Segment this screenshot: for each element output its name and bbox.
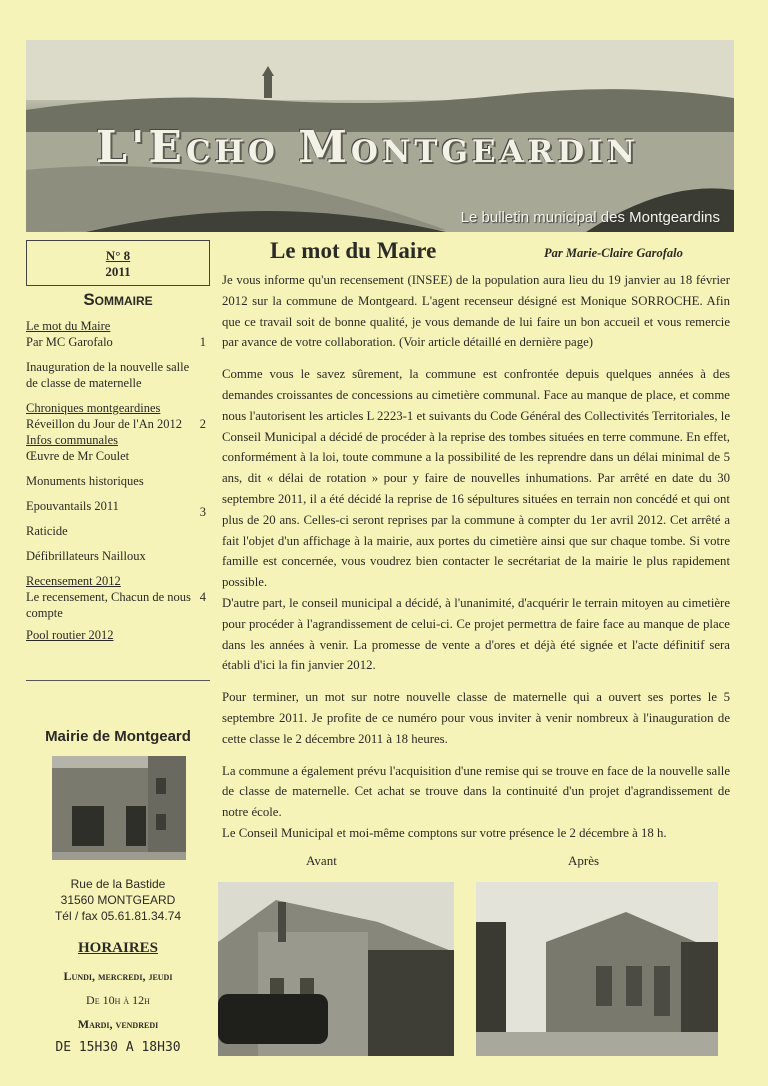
hours-time-2: DE 15H30 A 18H30 (55, 1040, 181, 1055)
toc-item[interactable] (26, 432, 210, 464)
article-byline: Par Marie-Claire Garofalo (544, 246, 683, 260)
toc-heading: Le mot du Maire (26, 319, 111, 333)
toc-heading: Infos communales (26, 433, 118, 447)
horaires-title: HORAIRES (77, 940, 159, 956)
photo-before (218, 882, 454, 1056)
toc-text: Réveillon du Jour de l'An 2012 (26, 417, 183, 431)
mairie-address (26, 876, 210, 924)
sommaire-title: Sommaire (83, 290, 153, 309)
newsletter-title: L'Echo Montgeardin (96, 122, 639, 173)
issue-box (26, 240, 210, 286)
caption-before: Avant (306, 853, 337, 868)
toc-page: 2 (199, 417, 206, 431)
toc-text: Œuvre de Mr Coulet (26, 449, 130, 463)
article-body (222, 270, 730, 855)
toc-text: Epouvantails 2011 (26, 499, 119, 513)
toc-item[interactable] (26, 318, 210, 350)
paragraph-census: Je vous informe qu'un recensement (INSEE) de la population aura lieu du 19 janvier au 18 février 2012 sur la commune de Montgeard. L'agent recenseur désigné est Monique SORROCHE. Afin que ce travail soit de bonne qualité, je vous demande de lui faire un bon accueil et vous remercie par avance de votre collaboration. (Voir article détaillé en dernière page) (222, 273, 730, 350)
caption-after: Après (568, 853, 600, 868)
toc-text: Inauguration de la nouvelle salle de classe de maternelle (26, 360, 190, 390)
address-street: Rue de la Bastide (70, 877, 166, 891)
toc-item[interactable] (26, 548, 210, 564)
toc-item[interactable] (26, 473, 210, 489)
mairie-title: Mairie de Montgeard (45, 728, 191, 745)
photo-after (476, 882, 718, 1056)
table-of-contents (26, 318, 210, 643)
toc-text: Monuments historiques (26, 474, 144, 488)
toc-divider (26, 680, 210, 681)
hours-time-1: De 10h à 12h (86, 993, 150, 1007)
toc-heading: Pool routier 2012 (26, 628, 114, 642)
toc-item[interactable] (26, 523, 210, 539)
toc-text: Le recensement, Chacun de nous compte (26, 590, 191, 620)
issue-number: N° 8 (105, 248, 131, 263)
paragraph-land: D'autre part, le conseil municipal a décidé, à l'unanimité, d'acquérir le terrain mitoyen au cimetière pour procéder à l'agrandissement de celui-ci. Ce projet permettra de faire face au manque de place dans les années à venir. La promesse de vente a d'ores et déjà été signée et l'acte définitif sera établi d'ici la fin janvier 2012. (222, 595, 730, 673)
toc-item[interactable] (26, 400, 210, 432)
toc-item[interactable] (26, 573, 210, 621)
newsletter-subtitle: Le bulletin municipal des Montgeardins (460, 209, 720, 226)
toc-item[interactable] (26, 498, 210, 519)
toc-text: Défibrillateurs Nailloux (26, 549, 146, 563)
toc-text: Raticide (26, 524, 68, 538)
toc-heading: Chroniques montgeardines (26, 401, 161, 415)
address-city: 31560 MONTGEARD (60, 893, 176, 907)
toc-page: 4 (199, 590, 206, 604)
opening-hours (26, 964, 210, 1060)
town-hall-photo (52, 756, 186, 860)
masthead-banner (26, 40, 734, 232)
article-title: Le mot du Maire (270, 238, 437, 263)
toc-text: Par MC Garofalo (26, 335, 113, 349)
toc-page: 3 (199, 505, 206, 519)
paragraph-remise: La commune a également prévu l'acquisition d'une remise qui se trouve en face de la nouvelle salle de classe de maternelle. Cet achat se trouve dans la continuité d'un projet d'agrandissement de notre école. (222, 763, 730, 820)
hours-days-1: Lundi, mercredi, jeudi (63, 969, 173, 983)
address-phone: Tél / fax 05.61.81.34.74 (54, 909, 182, 923)
toc-item[interactable] (26, 627, 210, 643)
issue-year: 2011 (105, 264, 131, 279)
hours-days-2: Mardi, vendredi (77, 1017, 159, 1031)
toc-heading: Recensement 2012 (26, 574, 121, 588)
paragraph-invite: Le Conseil Municipal et moi-même comptons sur votre présence le 2 décembre à 18 h. (222, 825, 667, 840)
toc-item[interactable] (26, 359, 210, 391)
paragraph-cemetery: Comme vous le savez sûrement, la commune est confrontée depuis quelques années à des demandes croissantes de concessions au cimetière communal. Face au manque de place, et comme nous l'autorisent les articles L 2223-1 et suivants du Code Général des Collectivités Territoriales, le Conseil Municipal a décidé de procéder à la reprise des tombes situées en terre commune. En effet, conformément à la loi, toute commune a la possibilité de les reprendre dans un délai minimal de 5 ans, dit « délai de rotation » pour y faire de nouvelles inhumations. Par arrêté en date du 30 septembre 2011, il a été décidé la reprise de 16 sépultures situées en terrain non concédé et qui ont plus de 20 ans. Celles-ci seront reprises par la commune à compter du 1er avril 2012. Cet arrêté a fait l'objet d'un affichage à la mairie, aux portes du cimetière ainsi que sur chaque tombe. Si votre famille est concernée, vous voudrez bien contacter le secrétariat de la mairie le plus rapidement possible. (222, 367, 730, 590)
toc-page: 1 (199, 335, 206, 349)
paragraph-kindergarten: Pour terminer, un mot sur notre nouvelle classe de maternelle qui a ouvert ses portes le 5 septembre 2011. Je profite de ce numéro pour vous inviter à venir nombreux à l'inauguration de cette classe le 2 décembre 2011 à 18 heures. (222, 690, 730, 746)
